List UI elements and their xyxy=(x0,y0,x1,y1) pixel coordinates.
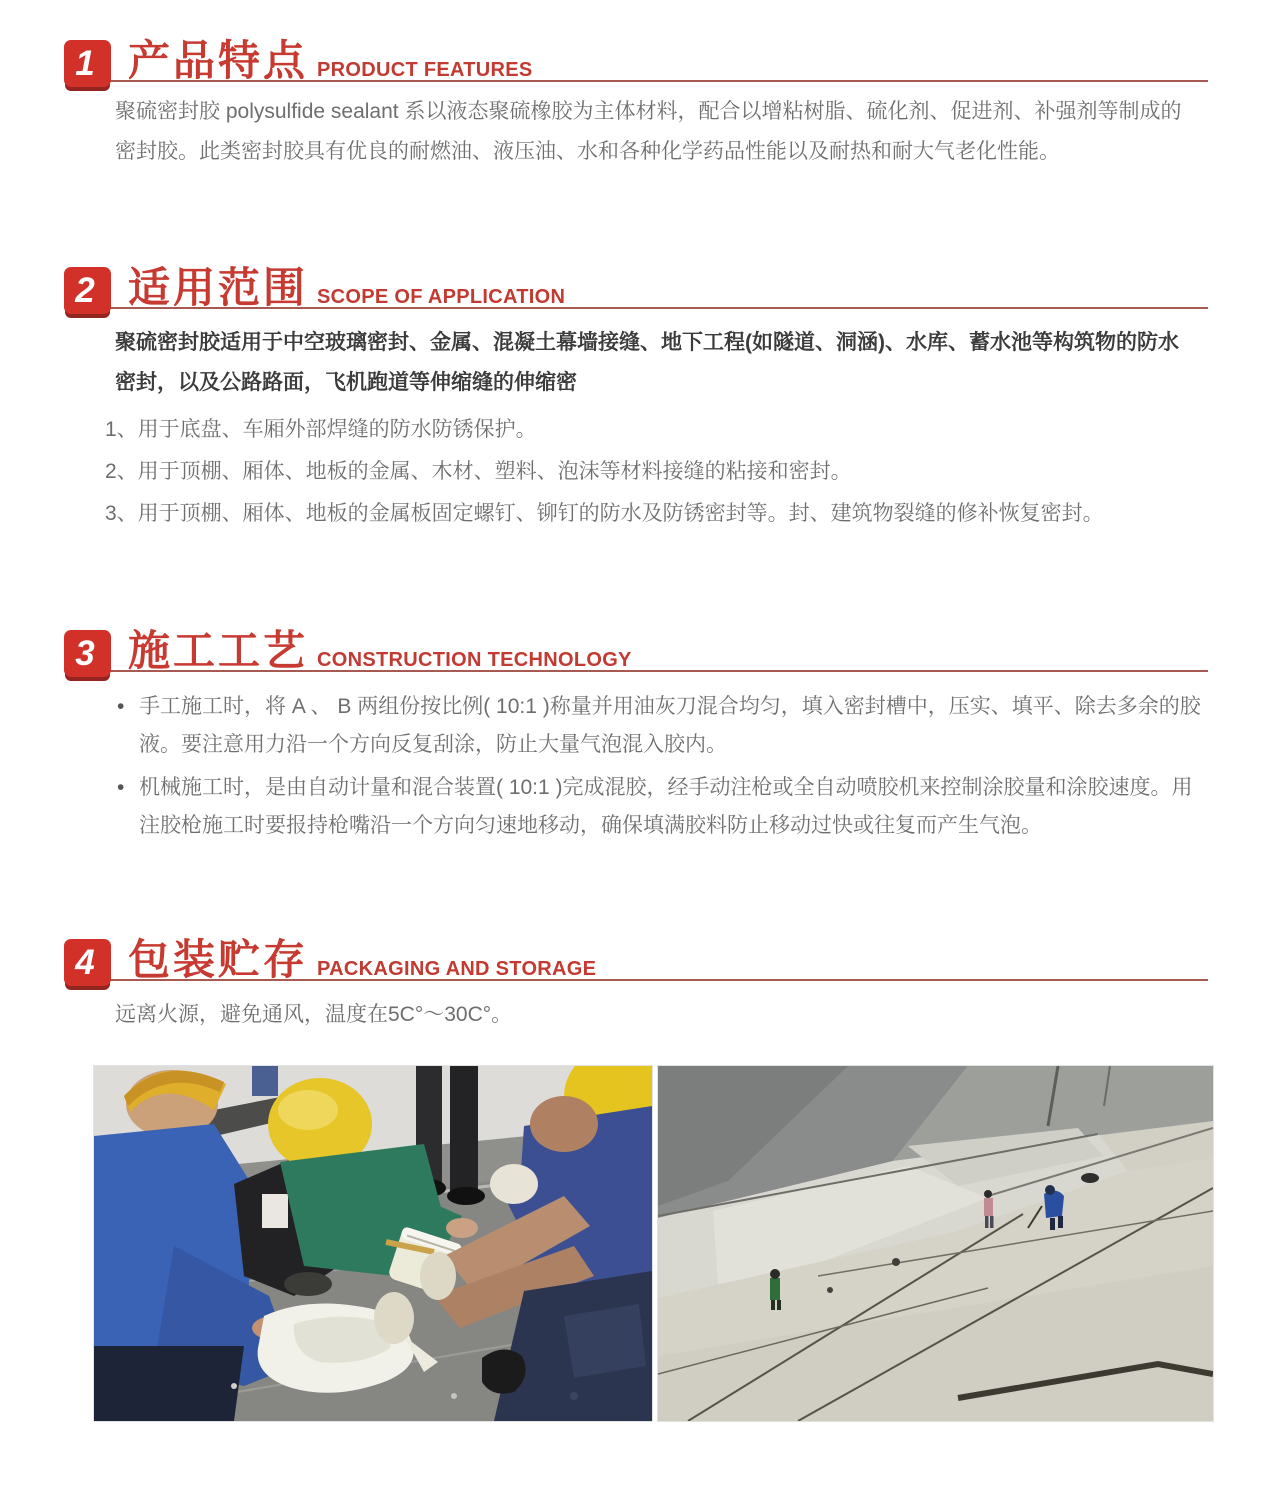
photo-strip xyxy=(93,1065,1212,1422)
product-features-paragraph: 聚硫密封胶 polysulfide sealant 系以液态聚硫橡胶为主体材料，配合以增粘树脂、硫化剂、促进剂、补强剂等制成的密封胶。此类密封胶具有优良的耐燃油、液压油、水和各种化学药品性能以及耐热和耐大气老化性能。 xyxy=(115,100,1182,163)
section-product-features xyxy=(0,37,1280,172)
section-4-title-zh: 包装贮存 xyxy=(128,936,309,983)
section-4-number: 4 xyxy=(75,942,95,982)
section-1-title-en: PRODUCT FEATURES xyxy=(317,59,533,81)
photo-workers-mixing-sealant xyxy=(93,1065,653,1422)
photo-concrete-slope-workers xyxy=(657,1065,1214,1422)
section-2-title-zh: 适用范围 xyxy=(128,264,309,311)
section-1-title-zh: 产品特点 xyxy=(128,37,309,84)
section-construction-technology xyxy=(0,627,1280,845)
section-2-number-badge xyxy=(64,267,111,314)
storage-paragraph: 远离火源，避免通风，温度在5C°～30C°。 xyxy=(115,1003,513,1026)
section-2-title-en: SCOPE OF APPLICATION xyxy=(317,286,566,308)
section-1-header xyxy=(64,37,1208,84)
section-4-number-badge xyxy=(64,939,111,986)
section-3-header xyxy=(64,627,1208,674)
section-scope-of-application xyxy=(0,264,1280,532)
section-3-title-zh: 施工工艺 xyxy=(128,627,309,674)
workers-mixing-sealant-illustration xyxy=(94,1066,652,1421)
construction-bullet: • 手工施工时，将 A 、 B 两组份按比例( 10:1 )称量并用油灰刀混合均匀，填入密封槽中，压实、填平、除去多余的胶液。要注意用力沿一个方向反复刮涂，防止大量气泡混入胶内。 xyxy=(115,688,1210,764)
scope-lead-paragraph: 聚硫密封胶适用于中空玻璃密封、金属、混凝土幕墙接缝、地下工程(如隧道、洞涵)、水库、蓄水池等构筑物的防水密封，以及公路路面，飞机跑道等伸缩缝的伸缩密 xyxy=(115,331,1179,394)
scope-list-item: 1、用于底盘、车厢外部焊缝的防水防锈保护。 xyxy=(105,418,537,441)
section-packaging-and-storage xyxy=(0,936,1280,1035)
section-2-header xyxy=(64,264,1208,311)
section-4-header xyxy=(64,936,1208,983)
construction-bullet: • 机械施工时，是由自动计量和混合装置( 10:1 )完成混胶，经手动注枪或全自动喷胶机来控制涂胶量和涂胶速度。用注胶枪施工时要报持枪嘴沿一个方向匀速地移动，确保填满胶料防止移动过快或往复而产生气泡。 xyxy=(115,769,1210,845)
concrete-slope-illustration xyxy=(658,1066,1213,1421)
scope-list-item: 2、用于顶棚、厢体、地板的金属、木材、塑料、泡沫等材料接缝的粘接和密封。 xyxy=(105,460,852,483)
section-3-title-en: CONSTRUCTION TECHNOLOGY xyxy=(317,649,632,671)
construction-bullet-list xyxy=(115,688,1210,845)
section-3-number: 3 xyxy=(75,633,95,673)
section-1-number: 1 xyxy=(75,43,95,83)
section-4-title-en: PACKAGING AND STORAGE xyxy=(317,958,597,980)
scope-numbered-list xyxy=(105,411,1198,532)
section-3-number-badge xyxy=(64,630,111,677)
section-1-number-badge xyxy=(64,40,111,87)
scope-list-item: 3、用于顶棚、厢体、地板的金属板固定螺钉、铆钉的防水及防锈密封等。封、建筑物裂缝的修补恢复密封。 xyxy=(105,502,1104,525)
section-2-number: 2 xyxy=(75,270,95,310)
